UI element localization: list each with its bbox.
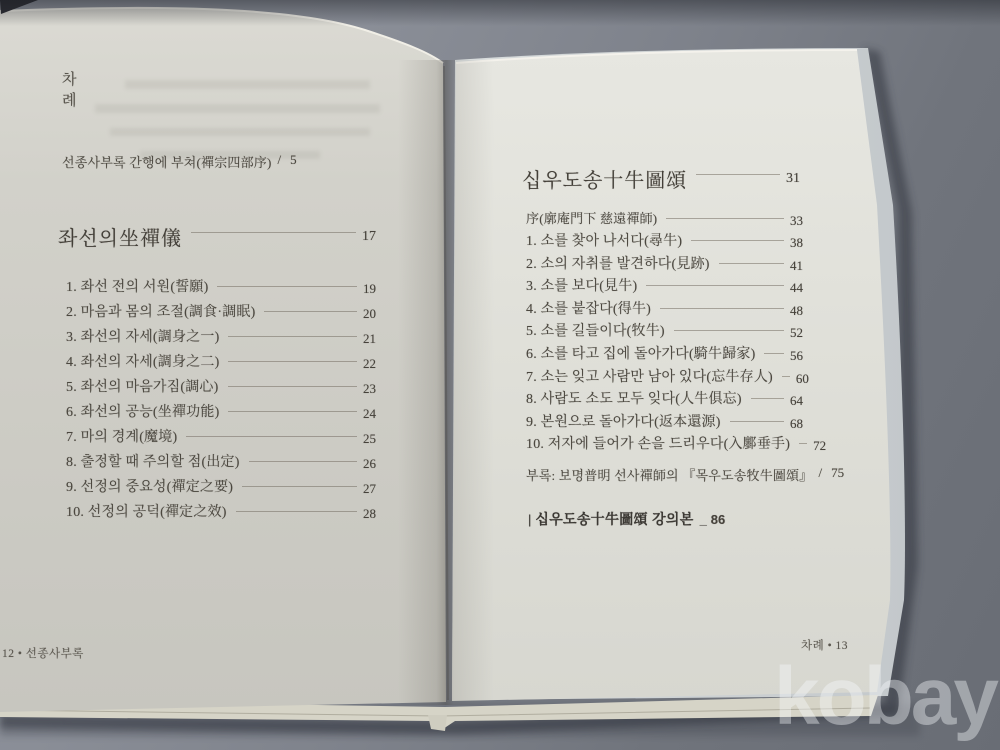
toc-row — [526, 411, 803, 431]
toc-row — [66, 476, 376, 496]
appendix-row — [526, 465, 845, 484]
leader-line — [249, 451, 357, 462]
toc-item-label: 8. 출정할 때 주의할 점(出定) — [66, 455, 240, 470]
toc-row — [526, 388, 803, 408]
toc-row — [526, 343, 803, 363]
toc-row — [526, 320, 803, 340]
left-page-footer — [2, 645, 84, 661]
toc-row — [526, 275, 803, 295]
toc-item-page: 68 — [790, 416, 803, 431]
toc-item-label: 5. 소를 길들이다(牧牛) — [526, 324, 665, 339]
toc-item-page: 21 — [363, 331, 376, 346]
leader-line — [228, 326, 357, 337]
preface-label: 선종사부록 간행에 부쳐(禪宗四部序) — [62, 155, 272, 170]
toc-item-page: 19 — [363, 281, 376, 296]
toc-row — [526, 298, 803, 318]
footer-label: 차례 — [801, 640, 825, 652]
toc-item-label: 3. 좌선의 자세(調身之一) — [66, 330, 220, 345]
footer-label: 선종사부록 — [25, 648, 84, 660]
toc-item-page: 24 — [363, 406, 376, 421]
toc-row — [66, 426, 376, 446]
section-page: 31 — [786, 171, 800, 186]
preface-page: 33 — [790, 213, 803, 228]
leader-line — [696, 164, 780, 175]
toc-item-label: 3. 소를 보다(見牛) — [526, 279, 638, 294]
toc-row — [66, 401, 376, 421]
leader-line — [666, 208, 784, 219]
leader-line — [719, 253, 784, 264]
preface-label: 序(廓庵門下 慈遠禪師) — [526, 211, 658, 226]
lecture-page: 86 — [710, 512, 726, 527]
toc-item-page: 41 — [790, 258, 803, 273]
toc-item-page: 52 — [790, 325, 803, 340]
preface-row — [526, 208, 803, 227]
section-heading-row — [522, 164, 800, 193]
leader-line — [674, 320, 784, 331]
toc-item-label: 9. 본원으로 돌아가다(返本還源) — [526, 415, 721, 430]
toc-title: 차례 — [62, 72, 79, 109]
section-heading: 좌선의坐禪儀 — [58, 228, 182, 250]
toc-item-label: 4. 소를 붙잡다(得牛) — [526, 302, 652, 317]
footer-page-number: 12 — [2, 648, 15, 660]
preface-separator: / — [277, 152, 282, 167]
toc-item-page: 60 — [795, 371, 809, 386]
toc-item-page: 72 — [813, 438, 827, 453]
toc-row — [66, 301, 376, 321]
footer-page-number: 13 — [835, 640, 848, 652]
toc-item-page: 56 — [790, 348, 803, 363]
toc-item-page: 44 — [790, 280, 803, 295]
lecture-prefix-bar: | — [528, 512, 532, 527]
leader-line — [751, 388, 784, 399]
leader-line — [217, 276, 357, 287]
toc-item-label: 10. 저자에 들어가 손을 드리우다(入鄽垂手) — [526, 437, 791, 452]
section-heading: 십우도송十牛圖頌 — [522, 170, 688, 192]
appendix-label: 부록: 보명普明 선사禪師의 『목우도송牧牛圖頌』 — [526, 468, 813, 483]
toc-item-label: 8. 사람도 소도 모두 잊다(人牛俱忘) — [526, 392, 742, 407]
footer-dot: • — [17, 648, 23, 660]
appendix-separator: / — [818, 465, 823, 480]
leader-line — [186, 426, 357, 437]
toc-row — [526, 366, 809, 386]
section-page: 17 — [362, 229, 376, 244]
kobay-watermark: kobay — [774, 651, 996, 742]
toc-item-label: 4. 좌선의 자세(調身之二) — [66, 355, 220, 370]
toc-row — [66, 326, 376, 346]
toc-item-label: 2. 소의 자취를 발견하다(見跡) — [526, 257, 710, 272]
toc-item-page: 28 — [363, 506, 376, 521]
toc-item-page: 48 — [790, 303, 803, 318]
lecture-separator: _ — [699, 512, 707, 527]
toc-item-page: 38 — [790, 235, 803, 250]
toc-row — [66, 276, 376, 296]
toc-item-page: 25 — [363, 431, 376, 446]
lecture-edition-row — [528, 509, 725, 529]
leader-line — [191, 222, 356, 233]
leader-line — [691, 230, 784, 241]
toc-item-label: 2. 마음과 몸의 조절(調食·調眠) — [66, 305, 256, 320]
toc-item-label: 1. 소를 찾아 나서다(尋牛) — [526, 234, 683, 249]
toc-item-label: 7. 마의 경계(魔境) — [66, 430, 178, 445]
footer-dot: • — [827, 640, 833, 652]
leader-line — [242, 476, 357, 487]
toc-item-label: 6. 좌선의 공능(坐禪功能) — [66, 405, 220, 420]
section-heading-row — [58, 222, 376, 251]
toc-item-label: 10. 선정의 공덕(禪定之效) — [66, 505, 227, 520]
toc-item-page: 23 — [363, 381, 376, 396]
toc-row — [66, 501, 376, 521]
leader-line — [660, 298, 784, 309]
preface-row — [62, 152, 392, 171]
leader-line — [264, 301, 357, 312]
leader-line — [730, 411, 784, 422]
toc-item-label: 7. 소는 잊고 사람만 남아 있다(忘牛存人) — [526, 370, 773, 385]
leader-line — [782, 366, 790, 377]
leader-line — [799, 433, 807, 444]
toc-item-page: 22 — [363, 356, 376, 371]
toc-item-label: 5. 좌선의 마음가짐(調心) — [66, 380, 219, 395]
toc-row — [66, 451, 376, 471]
toc-row — [526, 253, 803, 273]
toc-item-page: 64 — [790, 393, 803, 408]
toc-item-page: 27 — [363, 481, 376, 496]
leader-line — [228, 376, 358, 387]
leader-line — [228, 401, 357, 412]
leader-line — [228, 351, 357, 362]
toc-item-page: 20 — [363, 306, 376, 321]
lecture-label: 십우도송十牛圖頌 강의본 — [535, 511, 694, 527]
toc-item-label: 6. 소를 타고 집에 돌아가다(騎牛歸家) — [526, 347, 756, 362]
toc-row — [66, 376, 376, 396]
toc-item-page: 26 — [363, 456, 376, 471]
toc-row — [526, 433, 827, 453]
toc-row — [526, 230, 803, 250]
leader-line — [764, 343, 784, 354]
leader-line — [236, 501, 357, 512]
appendix-page: 75 — [831, 465, 845, 480]
toc-item-label: 1. 좌선 전의 서원(誓願) — [66, 280, 209, 295]
toc-item-label: 9. 선정의 중요성(禪定之要) — [66, 480, 234, 495]
preface-page: 5 — [290, 152, 297, 167]
leader-line — [646, 275, 784, 286]
toc-row — [66, 351, 376, 371]
